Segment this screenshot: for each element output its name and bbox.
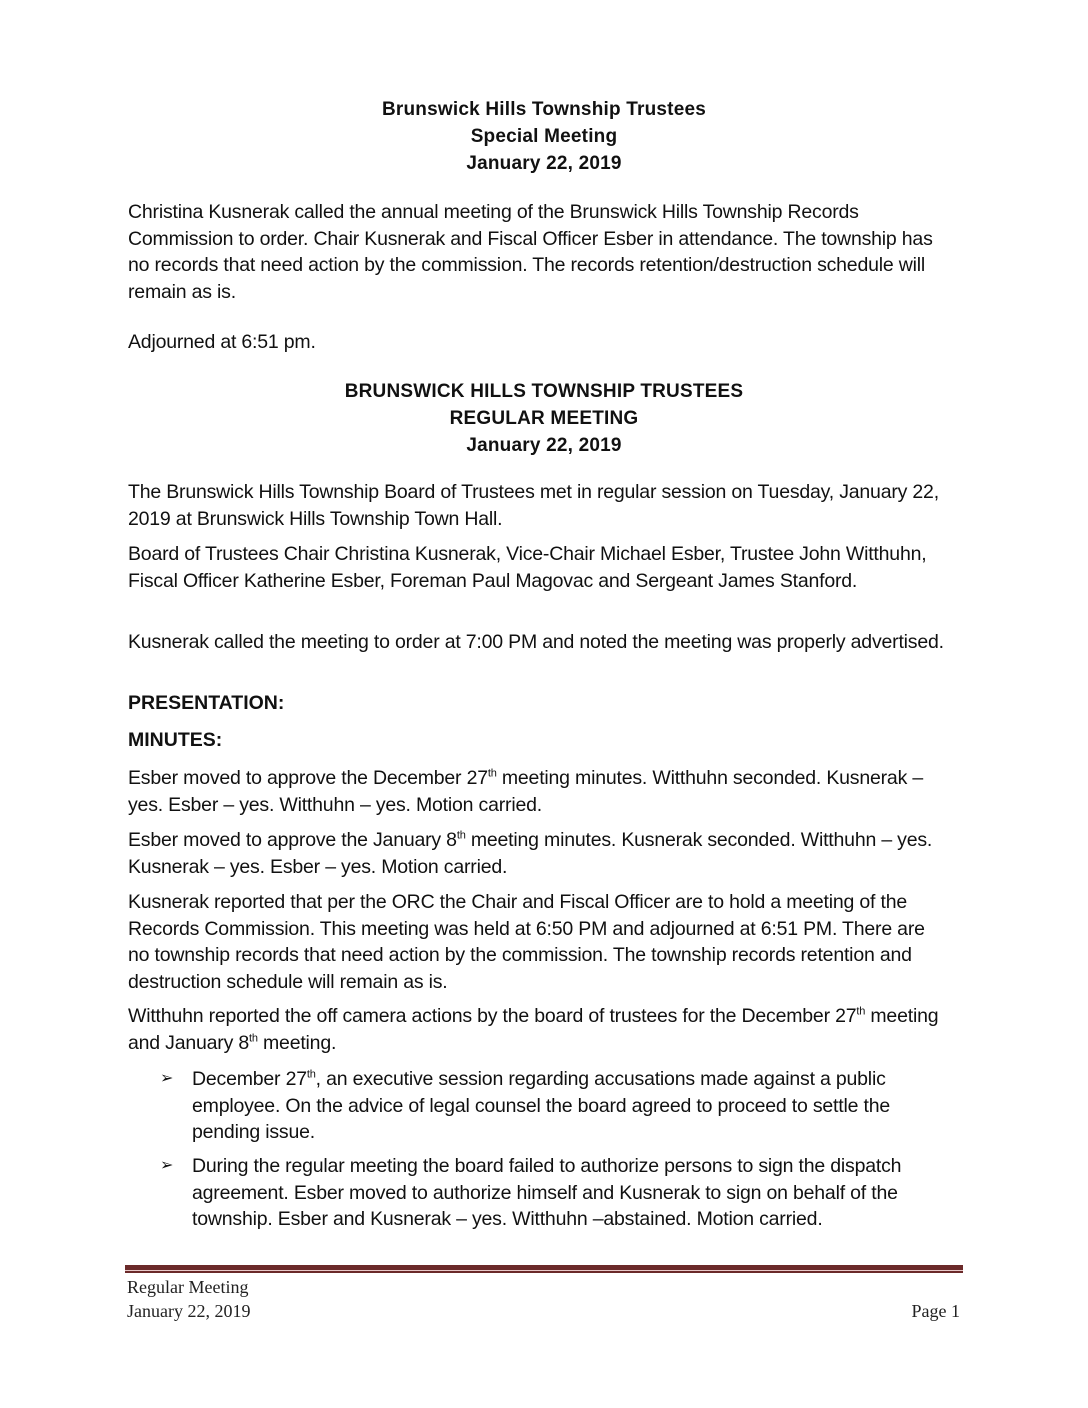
special-title-line-2: Special Meeting <box>470 126 618 147</box>
minutes-dec27-text-b: meeting minutes. Witthuhn seconded. Kusnerak – yes. Esber – yes. Witthuhn – yes. Motion carried. <box>128 767 923 816</box>
special-title-line-1: Brunswick Hills Township Trustees <box>381 99 707 120</box>
ordinal-suffix: th <box>856 1005 866 1018</box>
off-camera-text-a: Witthuhn reported the off camera actions by the board of trustees for the December 27 <box>128 1005 857 1027</box>
regular-meeting-title <box>0 378 1088 459</box>
off-camera-text-b: meeting and January 8 <box>128 1005 939 1054</box>
special-meeting-adjourned: Adjourned at 6:51 pm. <box>128 331 316 353</box>
special-meeting-paragraph: Christina Kusnerak called the annual meeting of the Brunswick Hills Township Records Commission to order. Chair Kusnerak and Fiscal Officer Esber in attendance. The township has no records that need action by the commission. The records retention/destruction schedule will remain as is. <box>128 201 933 303</box>
footer-page-number: Page 1 <box>911 1301 960 1321</box>
records-commission-report: Kusnerak reported that per the ORC the Chair and Fiscal Officer are to hold a meeting of the Records Commission. This meeting was held at 6:50 PM and adjourned at 6:51 PM. There are no township records that need action by the commission. The township records retention and destruction schedule will remain as is. <box>128 891 925 993</box>
minutes-jan8-text-b: meeting minutes. Kusnerak seconded. Witthuhn – yes. Kusnerak – yes. Esber – yes. Motion carried. <box>128 829 933 878</box>
off-camera-report <box>128 1003 948 1056</box>
regular-title-line-1: BRUNSWICK HILLS TOWNSHIP TRUSTEES <box>344 381 744 402</box>
bullet-text <box>192 1153 952 1233</box>
minutes-jan8-text-a: Esber moved to approve the January 8 <box>128 829 457 851</box>
ordinal-suffix: th <box>249 1032 258 1044</box>
regular-title-line-3: January 22, 2019 <box>466 435 622 456</box>
footer-rule-thin <box>125 1271 963 1273</box>
arrow-bullet-icon: ➢ <box>160 1070 174 1087</box>
bullet-text-b: , an executive session regarding accusations made against a public employee. On the advice of legal counsel the board agreed to proceed to settle the pending issue. <box>192 1068 890 1143</box>
ordinal-suffix: th <box>487 767 497 780</box>
footer-date: January 22, 2019 <box>127 1301 251 1321</box>
call-to-order-paragraph: Kusnerak called the meeting to order at 7:00 PM and noted the meeting was properly advertised. <box>128 631 944 653</box>
off-camera-text-c: meeting. <box>257 1031 337 1054</box>
special-title-line-3: January 22, 2019 <box>466 153 622 174</box>
ordinal-suffix: th <box>456 829 466 842</box>
special-meeting-title <box>0 96 1088 177</box>
footer-meeting-type: Regular Meeting <box>127 1277 249 1297</box>
footer-divider <box>125 1265 963 1273</box>
bullet-text-a: December 27 <box>192 1068 307 1090</box>
minutes-heading: MINUTES: <box>128 729 223 751</box>
minutes-dec27-approval <box>128 765 948 818</box>
regular-meeting-intro: The Brunswick Hills Township Board of Trustees met in regular session on Tuesday, January 22, 2019 at Brunswick Hills Township Town Hall. <box>128 481 939 530</box>
regular-title-line-2: REGULAR MEETING <box>449 408 639 429</box>
bullet-text <box>192 1066 952 1146</box>
minutes-dec27-text-a: Esber moved to approve the December 27 <box>128 767 488 789</box>
minutes-jan8-approval <box>128 827 948 880</box>
bullet-text-a: During the regular meeting the board failed to authorize persons to sign the dispatch agreement. Esber moved to authorize himself and Kusnerak to sign on behalf of the township. Esber and Kusnerak – yes. Witthuhn –abstained. Motion carried. <box>192 1155 902 1230</box>
presentation-heading: PRESENTATION: <box>128 692 285 714</box>
attendance-paragraph: Board of Trustees Chair Christina Kusnerak, Vice-Chair Michael Esber, Trustee John Witthuhn, Fiscal Officer Katherine Esber, Foreman Paul Magovac and Sergeant James Stanford. <box>128 543 927 592</box>
arrow-bullet-icon: ➢ <box>160 1157 174 1174</box>
ordinal-suffix: th <box>306 1068 316 1081</box>
